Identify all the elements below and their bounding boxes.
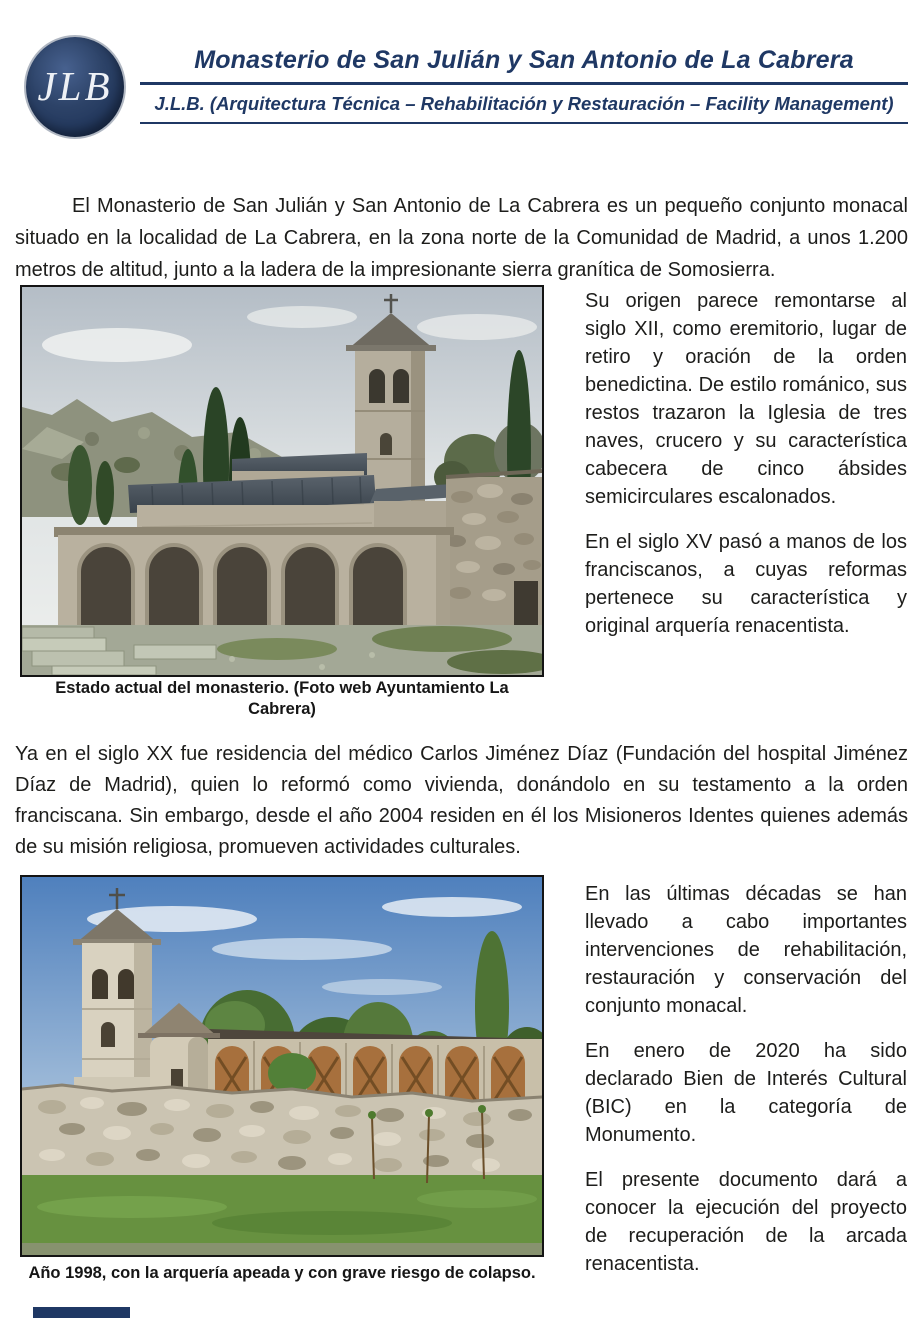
monastery-current-photo (20, 285, 544, 677)
jlb-logo (26, 37, 124, 137)
photo-1998-caption: Año 1998, con la arquería apeada y con grave riesgo de colapso. (28, 1264, 536, 1282)
paragraph-intervenciones: En las últimas décadas se han llevado a cabo importantes intervenciones de rehabilitación, restauración y conservación del conjunto monacal. (585, 883, 907, 1017)
page-subtitle: J.L.B. (Arquitectura Técnica – Rehabilitación y Restauración – Facility Management) (154, 93, 894, 114)
middle-paragraph: Ya en el siglo XX fue residencia del médico Carlos Jiménez Díaz (Fundación del hospital Jiménez Díaz de Madrid), quien lo reformó como vivienda, donándolo en su testamento a la orden franciscana. Sin embargo, desde el año 2004 residen en él los Misioneros Identes quienes además de su misión religiosa, promueven actividades culturales. (15, 743, 908, 858)
intro-paragraph: El Monasterio de San Julián y San Antonio de La Cabrera es un pequeño conjunto monacal situado en la localidad de La Cabrera, en la zona norte de la Comunidad de Madrid, a unos 1.200 metros de altitud, junto a la ladera de la impresionante sierra granítica de Somosierra. (15, 195, 908, 281)
subtitle-rule (140, 122, 908, 124)
header-title-block (140, 46, 908, 124)
photo-current-state (20, 285, 544, 677)
page-title: Monasterio de San Julián y San Antonio de La Cabrera (194, 46, 854, 74)
footer-bar (33, 1307, 130, 1318)
title-rule (140, 82, 908, 85)
section-current-text (585, 287, 907, 657)
paragraph-origin: Su origen parece remontarse al siglo XII, como eremitorio, lugar de retiro y oración de la orden benedictina. De estilo románico, sus restos trazaron la Iglesia de tres naves, crucero y su característica cabecera de cinco ábsides semicirculares escalonados. (585, 290, 907, 508)
photo-1998 (20, 875, 544, 1257)
paragraph-bic: En enero de 2020 ha sido declarado Bien de Interés Cultural (BIC) en la categoría de Monumento. (585, 1040, 907, 1146)
jlb-logo-text: JLB (37, 63, 113, 109)
paragraph-siglo-xv: En el siglo XV pasó a manos de los franciscanos, a cuyas reformas pertenece su característica y original arquería renacentista. (585, 531, 907, 637)
paragraph-documento: El presente documento dará a conocer la ejecución del proyecto de recuperación de la arcada renacentista. (585, 1169, 907, 1275)
section-1998-text (585, 880, 907, 1295)
monastery-1998-photo (20, 875, 544, 1257)
photo-current-caption: Estado actual del monasterio. (Foto web Ayuntamiento La Cabrera) (55, 679, 509, 718)
